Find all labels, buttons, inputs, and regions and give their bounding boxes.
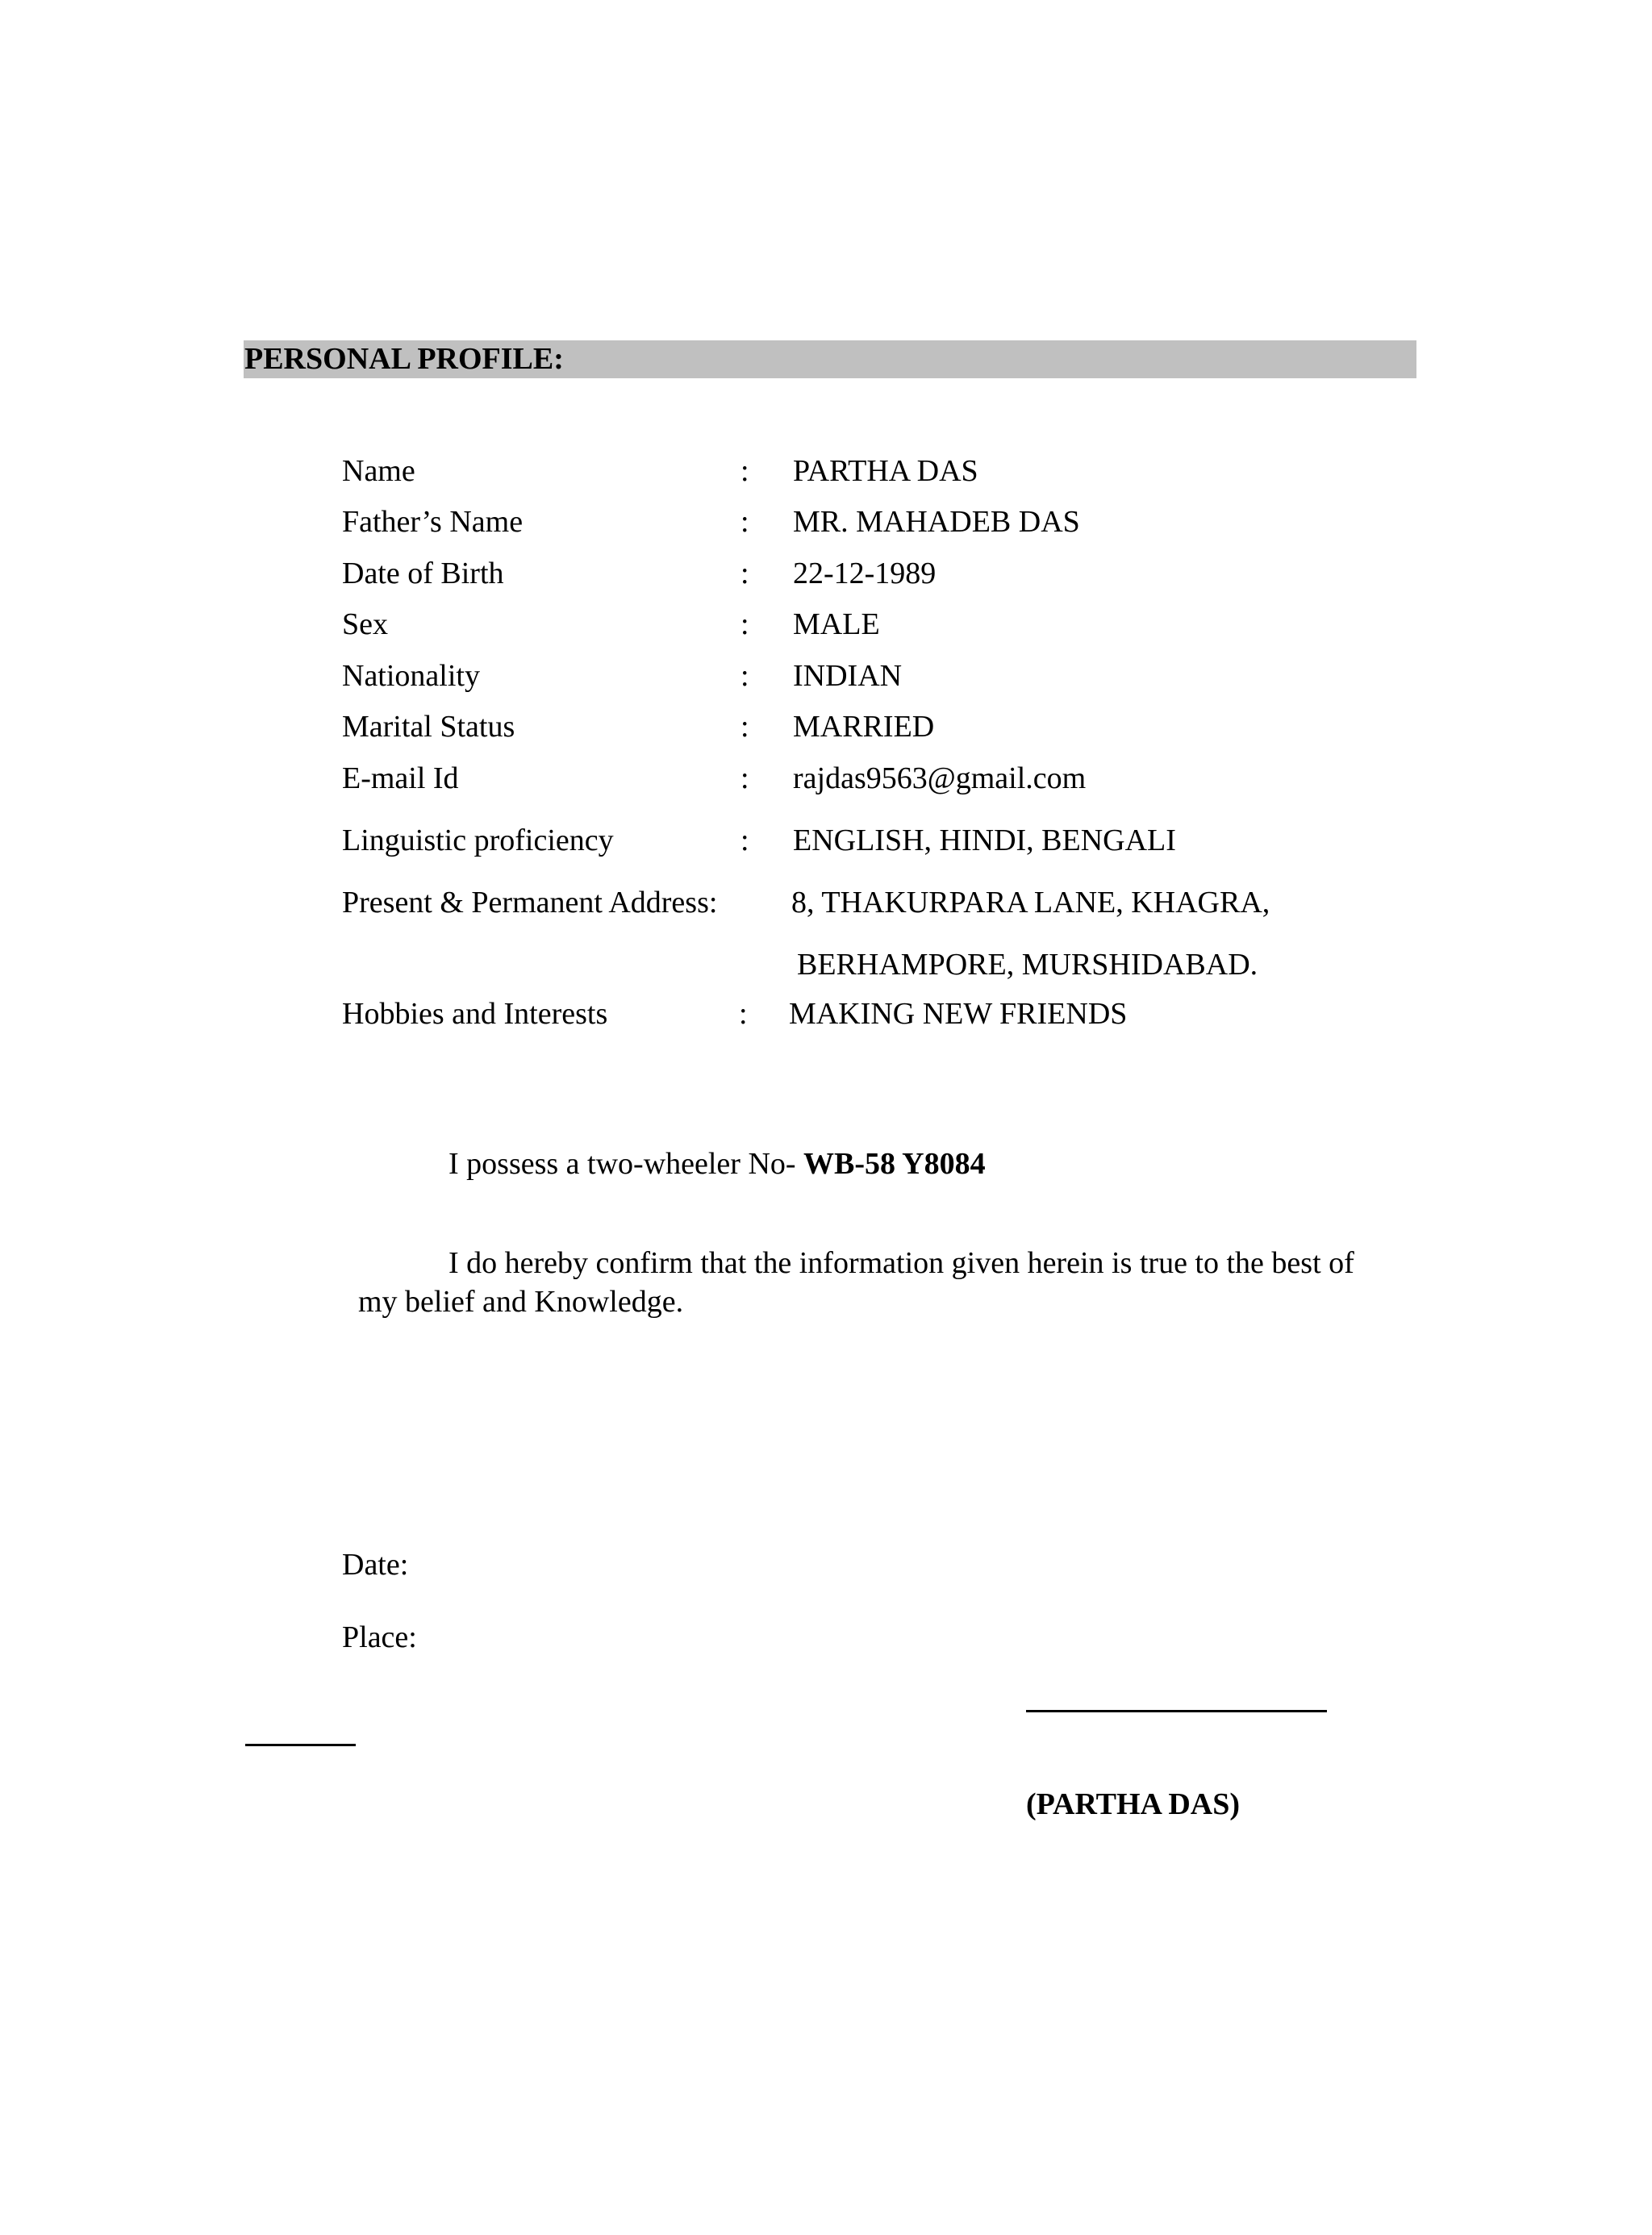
date-label: Date: xyxy=(342,1548,409,1582)
colon: : xyxy=(740,659,749,693)
label-address: Present & Permanent Address: xyxy=(342,886,718,919)
value-nationality: INDIAN xyxy=(793,659,903,693)
value-sex: MALE xyxy=(793,607,880,641)
declaration-line-2: my belief and Knowledge. xyxy=(358,1285,684,1319)
vehicle-number: WB-58 Y8084 xyxy=(803,1147,986,1181)
place-label: Place: xyxy=(342,1620,417,1654)
colon: : xyxy=(740,607,749,641)
value-fathers-name: MR. MAHADEB DAS xyxy=(793,505,1080,539)
label-name: Name xyxy=(342,454,415,488)
colon: : xyxy=(740,505,749,539)
value-date-of-birth: 22-12-1989 xyxy=(793,557,937,590)
value-email: rajdas9563@gmail.com xyxy=(793,761,1087,795)
label-email: E-mail Id xyxy=(342,761,459,795)
colon: : xyxy=(740,710,749,744)
value-address-line1: 8, THAKURPARA LANE, KHAGRA, xyxy=(791,886,1270,919)
declaration-line-1: I do hereby confirm that the information given herein is true to the best of xyxy=(448,1246,1354,1280)
short-rule xyxy=(245,1744,356,1746)
signature-name: (PARTHA DAS) xyxy=(1026,1787,1241,1821)
colon: : xyxy=(740,454,749,488)
label-nationality: Nationality xyxy=(342,659,480,693)
label-sex: Sex xyxy=(342,607,388,641)
value-address-line2: BERHAMPORE, MURSHIDABAD. xyxy=(797,948,1258,982)
value-name: PARTHA DAS xyxy=(793,454,978,488)
vehicle-text: I possess a two-wheeler No- xyxy=(448,1147,804,1181)
colon: : xyxy=(739,997,748,1031)
value-hobbies: MAKING NEW FRIENDS xyxy=(789,997,1128,1031)
value-linguistic-proficiency: ENGLISH, HINDI, BENGALI xyxy=(793,824,1176,857)
value-marital-status: MARRIED xyxy=(793,710,935,744)
colon: : xyxy=(740,761,749,795)
vehicle-statement xyxy=(448,1145,986,1183)
label-fathers-name: Father’s Name xyxy=(342,505,524,539)
label-hobbies: Hobbies and Interests xyxy=(342,997,608,1031)
section-title: PERSONAL PROFILE: xyxy=(244,342,564,376)
label-linguistic-proficiency: Linguistic proficiency xyxy=(342,824,614,857)
colon: : xyxy=(740,557,749,590)
label-date-of-birth: Date of Birth xyxy=(342,557,504,590)
signature-line xyxy=(1026,1710,1327,1712)
colon: : xyxy=(740,824,749,857)
label-marital-status: Marital Status xyxy=(342,710,515,744)
